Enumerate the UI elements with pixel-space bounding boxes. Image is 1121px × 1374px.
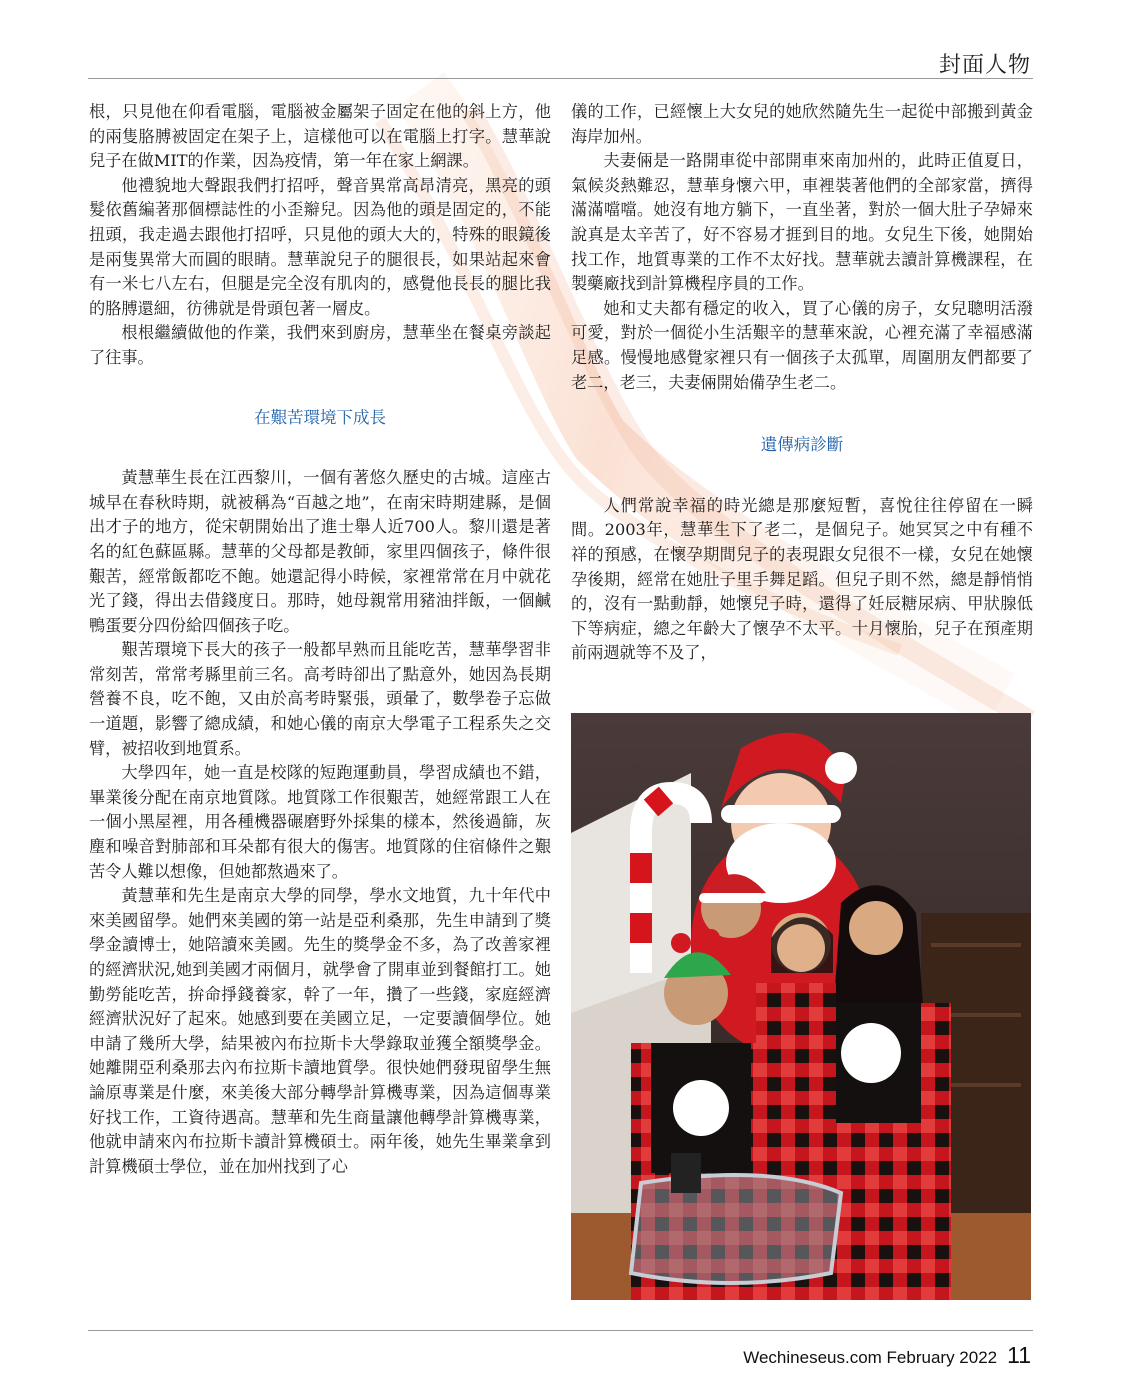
section-heading: 在艱苦環境下成長 — [254, 407, 386, 427]
paragraph: 夫妻倆是一路開車從中部開車來南加州的，此時正值夏日，氣候炎熱難忍，慧華身懷六甲，車裡裝著他們的全部家當，擠得滿滿噹噹。她沒有地方躺下，一直坐著，對於一個大肚子孕婦來說真是太辛苦了，好不容易才捱到目的地。女兒生下後，她開始找工作，地質專業的工作不太好找。慧華就去讀計算機課程，在製藥廠找到計算機程序員的工作。 — [571, 151, 1033, 294]
top-divider — [88, 78, 1033, 79]
left-column — [89, 100, 551, 1179]
paragraph: 儀的工作，已經懷上大女兒的她欣然隨先生一起從中部搬到黃金海岸加州。 — [571, 102, 1033, 146]
paragraph: 他禮貌地大聲跟我們打招呼，聲音異常高昂清亮，黑亮的頭髮依舊編著那個標誌性的小歪辮兒。因為他的頭是固定的，不能扭頭，我走過去跟他打招呼，只見他的頭大大的，特殊的眼鏡後是兩隻異常大而圓的眼睛。慧華說兒子的腿很長，如果站起來會有一米七八左右，但腿是完全沒有肌肉的，感覺他長長的腿比我的胳膊還細，彷彿就是骨頭包著一層皮。 — [89, 175, 551, 318]
family-photo — [571, 713, 1031, 1300]
paragraph: 她和丈夫都有穩定的收入，買了心儀的房子，女兒聰明活潑可愛，對於一個從小生活艱辛的慧華來說，心裡充滿了幸福感滿足感。慢慢地感覺家裡只有一個孩子太孤單，周圍朋友們都要了老二，老三，夫妻倆開始備孕生老二。 — [571, 298, 1033, 392]
paragraph: 根，只見他在仰看電腦，電腦被金屬架子固定在他的斜上方，他的兩隻胳膊被固定在架子上，這樣他可以在電腦上打字。慧華說兒子在做MIT的作業，因為疫情，第一年在家上網課。 — [89, 102, 551, 171]
page-footer — [743, 1342, 1031, 1369]
family-photo-illustration — [571, 713, 1031, 1300]
paragraph: 根根繼續做他的作業，我們來到廚房，慧華坐在餐桌旁談起了往事。 — [89, 323, 551, 367]
paragraph: 黃慧華生長在江西黎川，一個有著悠久歷史的古城。這座古城早在春秋時期，就被稱為“百越之地”，在南宋時期建縣，是個出才子的地方，從宋朝開始出了進士舉人近700人。黎川還是著名的紅色蘇區縣。慧華的父母都是教師，家里四個孩子，條件很艱苦，經常飯都吃不飽。她還記得小時候，家裡常常在月中就花光了錢，得出去借錢度日。那時，她母親常用豬油拌飯，一個鹹鴨蛋要分四份給四個孩子吃。 — [89, 468, 551, 635]
paragraph: 大學四年，她一直是校隊的短跑運動員，學習成績也不錯，畢業後分配在南京地質隊。地質隊工作很艱苦，她經常跟工人在一個小黑屋裡，用各種機器碾磨野外採集的樣本，然後過篩，灰塵和噪音對肺部和耳朵都有很大的傷害。地質隊的住宿條件之艱苦令人難以想像，但她都熬過來了。 — [89, 763, 551, 881]
section-heading: 遺傳病診斷 — [760, 435, 844, 455]
paragraph: 艱苦環境下長大的孩子一般都早熟而且能吃苦，慧華學習非常刻苦，常常考縣里前三名。高考時卻出了點意外，她因為長期營養不良，吃不飽，又由於高考時緊張，頭暈了，數學卷子忘做一道題，影響了總成績，和她心儀的南京大學電子工程系失之交臂，被招收到地質系。 — [89, 640, 551, 758]
paragraph: 人們常說幸福的時光總是那麼短暫，喜悅往往停留在一瞬間。2003年，慧華生下了老二，是個兒子。她冥冥之中有種不祥的預感，在懷孕期間兒子的表現跟女兒很不一樣，女兒在她懷孕後期，經常在她肚子里手舞足蹈。但兒子則不然，總是靜悄悄的，沒有一點動靜，她懷兒子時，還得了妊辰糖尿病、甲狀腺低下等病症，總之年齡大了懷孕不太平。十月懷胎，兒子在預產期前兩週就等不及了， — [571, 495, 1033, 663]
page-number: 11 — [1007, 1342, 1031, 1368]
paragraph: 黃慧華和先生是南京大學的同學，學水文地質，九十年代中來美國留學。她們來美國的第一站是亞利桑那，先生申請到了獎學金讀博士，她陪讀來美國。先生的獎學金不多，為了改善家裡的經濟狀況,她到美國才兩個月，就學會了開車並到餐館打工。她勤勞能吃苦，拚命掙錢養家，幹了一年，攢了一些錢，家庭經濟經濟狀況好了起來。她感到要在美國立足，一定要讀個學位。她申請了幾所大學，結果被內布拉斯卡大學錄取並獲全額獎學金。她離開亞利桑那去內布拉斯卡讀地質學。很快她們發現留學生無論原專業是什麼，來美後大部分轉學計算機專業，因為這個專業好找工作，工資待遇高。慧華和先生商量讓他轉學計算機專業，他就申請來內布拉斯卡讀計算機碩士。兩年後，她先生畢業拿到計算機碩士學位，並在加州找到了心 — [89, 886, 551, 1176]
footer-site-date: Wechineseus.com February 2022 — [743, 1348, 998, 1367]
section-label: 封面人物 — [938, 53, 1031, 78]
right-column — [571, 100, 1033, 666]
bottom-divider — [88, 1330, 1033, 1331]
